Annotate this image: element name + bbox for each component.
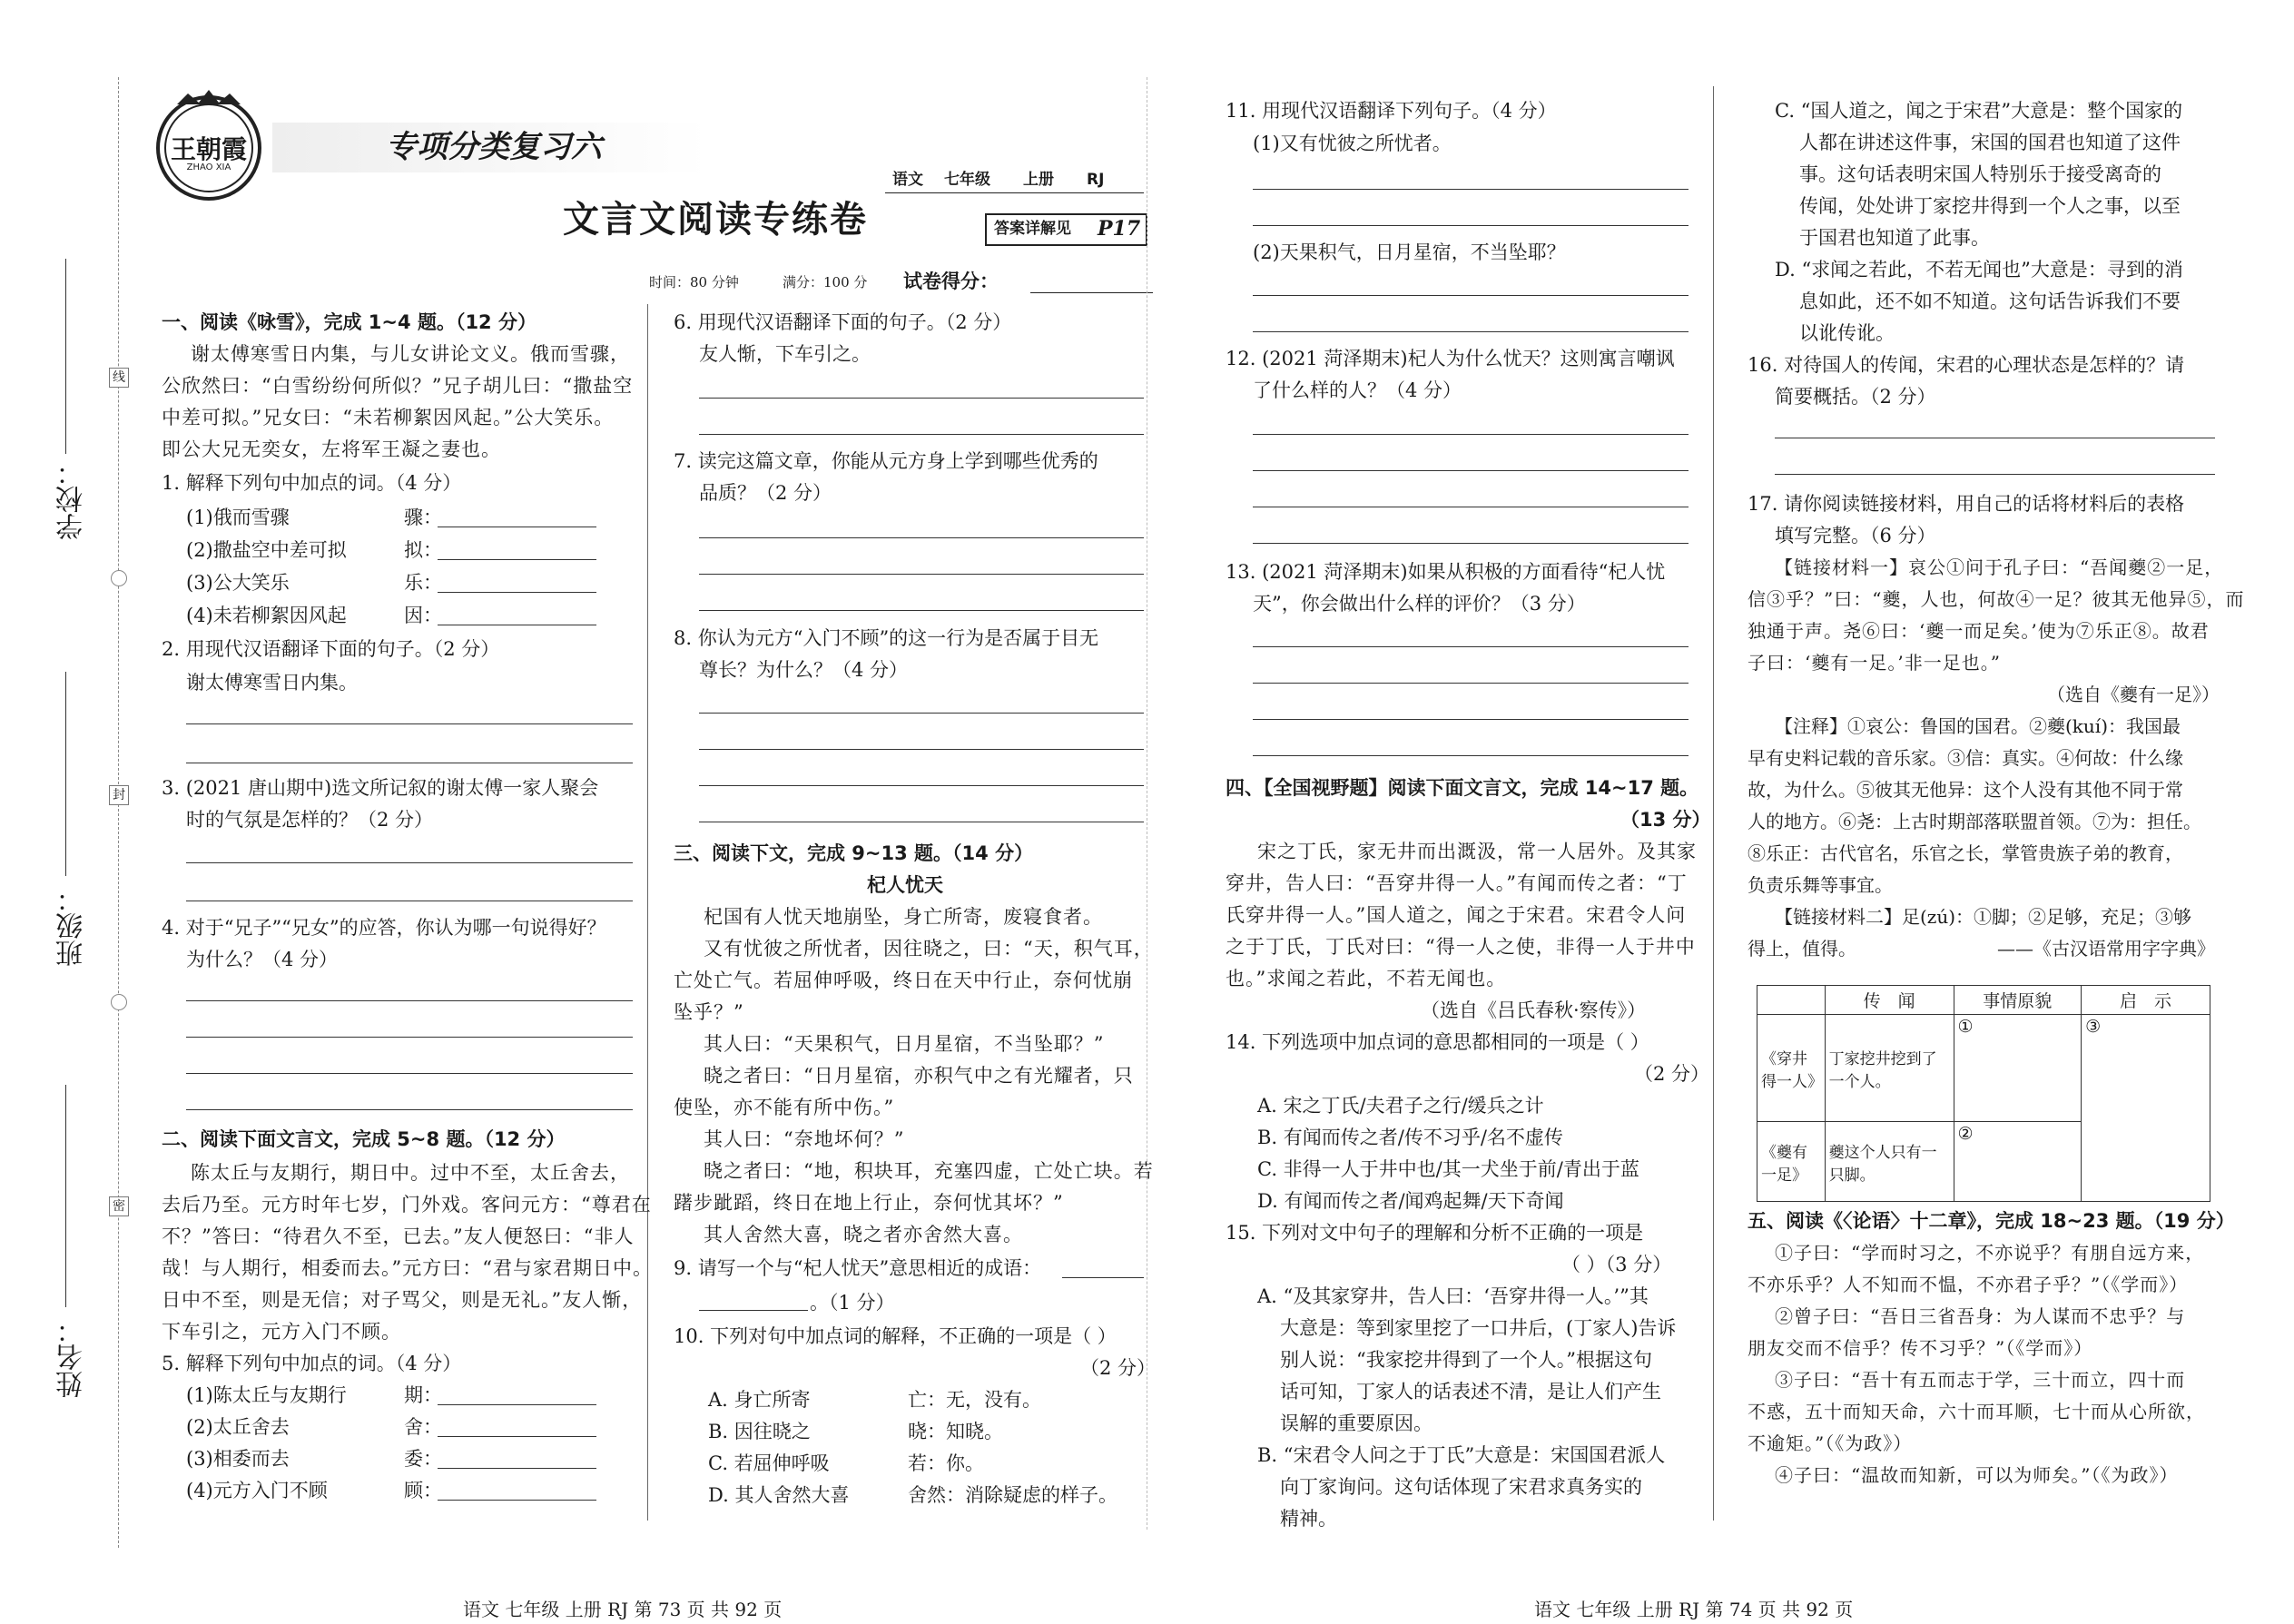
passage-line: 谢太傅寒雪日内集，与儿女讲论文义。俄而雪骤， [191,343,630,365]
option-d[interactable]: D. “求闻之若此，不若无闻也”大意是：寻到的消 [1775,259,2183,281]
answer-line[interactable] [1253,225,1689,226]
q17-table [1757,985,2210,1202]
section-2-heading: 二、阅读下面文言文，完成 5~8 题。（12 分） [162,1128,566,1150]
passage-line: 日中不至，则是无信；对子骂父，则是无礼。”友人惭， [162,1289,643,1311]
annotation-line: 人的地方。⑥尧：上古时期部落联盟首领。⑦为：担任。 [1748,811,2201,832]
score-label: 试卷得分： [903,271,999,292]
passage-source: （选自《吕氏春秋·察传》） [1421,999,1647,1021]
answer-line[interactable] [699,398,1144,399]
analects-line: 不惑，五十而知天命，六十而耳顺，七十而从心所欲， [1748,1401,2205,1422]
option-b[interactable]: B. “宋君令人问之于丁氏”大意是：宋国国君派人 [1257,1444,1666,1466]
q1-gloss: 拟： [404,539,442,561]
subject-tag-bar [885,171,1144,193]
answer-line[interactable] [1253,331,1689,332]
option-c-cont: 于国君也知道了此事。 [1799,227,1990,249]
q2-sentence: 谢太傅寒雪日内集。 [186,672,358,694]
answer-line[interactable] [186,1073,633,1074]
answer-line[interactable] [1775,474,2215,475]
q1-item: (4)未若柳絮因风起 [186,605,347,626]
q11-item: (1)又有忧彼之所忧者。 [1253,133,1452,154]
option-d-gloss: 舍然：消除疑虑的样子。 [908,1484,1117,1506]
table-header: 传 闻 [1825,986,1954,1015]
volume-tag: 上册 [1023,171,1054,189]
table-header: 启 示 [2082,986,2210,1015]
table-cell-lesson[interactable] [2082,1015,2210,1202]
column-divider [1713,86,1714,1521]
answer-blank[interactable] [438,1436,596,1437]
answer-line[interactable] [186,862,633,863]
option-d-cont: 以讹传讹。 [1799,322,1895,344]
full-score: 满分：100 分 [783,274,868,290]
option-d[interactable]: D. 其人舍然大喜 [708,1484,850,1506]
page-footer-74: 语文 七年级 上册 RJ 第 74 页 共 92 页 [1534,1599,1854,1620]
annotation-line: 负责乐舞等事宜。 [1748,874,1893,896]
passage-line: 坠乎？” [674,1001,744,1023]
q5-item: (3)相委而去 [186,1448,290,1470]
answer-line[interactable] [1253,470,1689,471]
answer-line[interactable] [699,713,1144,714]
question-10: 10. 下列对句中加点词的解释，不正确的一项是（ ） [674,1325,1117,1347]
passage-line: 去后乃至。元方时年七岁，门外戏。客问元方：“尊君在 [162,1194,652,1216]
passage-line: 亡处亡气。若屈伸呼吸，终日在天中行止，奈何忧崩 [674,969,1133,991]
table-header [1757,986,1826,1015]
question-15-score: （ ）（3 分） [1561,1254,1672,1275]
analects-line: ①子曰：“学而时习之，不亦说乎？有朋自远方来， [1775,1242,2205,1264]
answer-blank[interactable] [438,1500,596,1501]
link-material-2-line: 得上，值得。 [1748,938,1856,960]
fact-marker: ② [1957,1124,1974,1144]
question-13-cont: 天”，你会做出什么样的评价？（3 分） [1253,593,1586,615]
option-c-cont: 人都在讲述这件事，宋国的国君也知道了这件 [1799,132,2181,153]
binding-line [118,77,119,1548]
question-13: 13. (2021 菏泽期末)如果从积极的方面看待“杞人忧 [1226,561,1666,583]
time-limit: 时间：80 分钟 [649,274,739,290]
question-9-score: 。（1 分） [810,1292,895,1314]
analects-line: 不亦乐乎？人不知而不愠，不亦君子乎？”（《学而》） [1748,1274,2189,1295]
option-a-cont: 别人说：“我家挖井得到了一个人。”根据这句 [1280,1349,1652,1371]
analects-line: 不逾矩。”（《为政》） [1748,1432,1913,1454]
passage-line: 杞国有人忧天地崩坠，身亡所寄，废寝食者。 [704,906,1103,928]
passage-title: 杞人忧天 [867,874,943,896]
analects-line: 朋友交而不信乎？传不习乎？”（《学而》） [1748,1337,2093,1359]
option-a[interactable]: A. “及其家穿井，告人曰：‘吾穿井得一人。’”其 [1257,1285,1649,1307]
question-1: 1. 解释下列句中加点的词。（4 分） [162,472,462,494]
option-c-cont: 传闻，处处讲丁家挖井得到一个人之事，以至 [1799,195,2181,217]
seal-mark-xian: 线 [109,368,129,388]
question-3-cont: 时的气氛是怎样的？（2 分） [186,809,434,831]
q5-gloss: 委： [404,1448,442,1470]
option-b-cont: 向丁家询问。这句话体现了宋君求真务实的 [1280,1476,1642,1498]
passage-line: 之于丁氏，丁氏对曰：“得一人之使，非得一人于井中 [1226,936,1696,958]
question-12-cont: 了什么样的人？（4 分） [1253,379,1462,401]
q1-gloss: 乐： [404,572,442,594]
answer-blank[interactable] [438,1404,596,1405]
series-title: 专项分类复习六 [386,129,602,165]
table-cell-fact[interactable] [1954,1122,2082,1202]
answer-line[interactable] [699,434,1144,435]
passage-line: 哉！与人期行，相委而去。”元方曰：“君与家君期日中。 [162,1257,653,1279]
question-8: 8. 你认为元方“入门不顾”的这一行为是否属于目无 [674,627,1099,649]
page-title: 文言文阅读专练卷 [563,198,868,241]
link-material-1-line: 信③乎？”曰：“夔，人也，何故④一足？彼其无他异⑤，而 [1748,588,2245,610]
section-5-heading: 五、阅读《〈论语〉十二章》，完成 18~23 题。（19 分） [1748,1210,2235,1232]
q1-item: (3)公大笑乐 [186,572,290,594]
answer-blank[interactable] [438,592,596,593]
passage-line: 不？”答曰：“待君久不至，已去。”友人便怒曰：“非人 [162,1225,635,1247]
subject-tag: 语文 [892,171,923,189]
link-material-1-line: 子曰：‘夔有一足。’非一足也。” [1748,652,2001,674]
logo-subtext: ZHAO XIA [186,162,231,172]
question-7-cont: 品质？（2 分） [699,482,832,504]
option-a-gloss: 亡：无，没有。 [908,1389,1041,1411]
question-10-score: （2 分） [1080,1357,1157,1379]
answer-blank[interactable] [699,1310,808,1311]
option-d[interactable]: D. 有闻而传之者/闻鸡起舞/天下奇闻 [1257,1190,1564,1212]
table-cell-rumor: 丁家挖井挖到了一个人。 [1825,1015,1954,1122]
school-field[interactable] [65,259,66,454]
edition-tag: RJ [1087,171,1105,189]
passage-line: 中差可拟。”兄女曰：“未若柳絮因风起。”公大笑乐。 [162,407,615,428]
table-cell-source: 《夔有一足》 [1757,1122,1826,1202]
question-17: 17. 请你阅读链接材料，用自己的话将材料后的表格 [1748,493,2185,515]
passage-line: 即公大兄无奕女，左将军王凝之妻也。 [162,438,501,460]
option-b[interactable]: B. 有闻而传之者/传不习乎/名不虚传 [1257,1127,1563,1148]
question-12: 12. (2021 菏泽期末)杞人为什么忧天？这则寓言嘲讽 [1226,348,1675,369]
option-c-gloss: 若：你。 [908,1452,984,1474]
q1-gloss: 因： [404,605,442,626]
table-header: 事情原貌 [1954,986,2082,1015]
school-label: 学校： [56,458,88,540]
seal-mark-feng: 封 [109,785,129,805]
answer-line[interactable] [186,1037,633,1038]
binding-hole [111,994,127,1010]
answer-line[interactable] [1253,434,1689,435]
question-14-score: （2 分） [1634,1063,1710,1085]
answer-line[interactable] [1253,295,1689,296]
question-16: 16. 对待国人的传闻，宋君的心理状态是怎样的？请 [1748,354,2185,376]
binding-hole [111,570,127,586]
question-4: 4. 对于“兄子”“兄女”的应答，你认为哪一句说得好？ [162,917,606,939]
option-b[interactable]: B. 因往晓之 [708,1421,811,1442]
answer-line[interactable] [699,574,1144,575]
analects-line: ③子曰：“吾十有五而志于学，三十而立，四十而 [1775,1369,2186,1391]
answer-line[interactable] [186,1109,633,1110]
link-material-1-source: （选自《夔有一足》） [2047,684,2220,705]
question-5: 5. 解释下列句中加点的词。（4 分） [162,1353,462,1374]
fact-marker: ① [1957,1017,1974,1037]
table-cell-rumor: 夔这个人只有一只脚。 [1825,1122,1954,1202]
passage-line: 其人曰：“天果积气，日月星宿，不当坠耶？” [704,1033,1105,1055]
score-field[interactable] [1030,292,1153,293]
analects-line: ④子曰：“温故而知新，可以为师矣。”（《为政》） [1775,1464,2179,1486]
answer-line[interactable] [699,749,1144,750]
class-label: 班级： [56,885,88,967]
question-8-cont: 尊长？为什么？（4 分） [699,659,909,681]
option-d-cont: 息如此，还不如不知道。这句话告诉我们不要 [1799,290,2181,312]
column-divider [647,304,648,1521]
answer-line[interactable] [1253,189,1689,190]
q11-item: (2)天果积气，日月星宿，不当坠耶？ [1253,241,1566,263]
option-a-cont: 大意是：等到家里挖了一口井后，(丁家人)告诉 [1280,1317,1677,1339]
answer-blank[interactable] [1062,1277,1144,1278]
question-14: 14. 下列选项中加点词的意思都相同的一项是（ ） [1226,1031,1649,1053]
annotation-line: 故，为什么。⑤彼其无他异：这个人没有其他不同于常 [1748,779,2183,801]
passage-line: 躇步跐蹈，终日在地上行止，奈何忧其坏？” [674,1192,1064,1214]
question-3: 3. (2021 唐山期中)选文所记叙的谢太傅一家人聚会 [162,777,599,799]
passage-line: 其人曰：“奈地坏何？” [704,1128,905,1150]
annotation-line: 早有史料记载的音乐家。③信：真实。④何故：什么缘 [1748,747,2183,769]
option-a-cont: 误解的重要原因。 [1280,1412,1433,1434]
answer-blank[interactable] [438,559,596,560]
question-15: 15. 下列对文中句子的理解和分析不正确的一项是 [1226,1222,1644,1244]
section-4-score: （13 分） [1620,809,1711,831]
annotation-heading: 【注释】①哀公：鲁国的国君。②夔(kuí)：我国最 [1775,715,2181,737]
q5-item: (4)元方入门不顾 [186,1480,328,1501]
answer-line[interactable] [699,537,1144,538]
name-label: 姓名： [56,1316,88,1398]
passage-line: 其人舍然大喜，晓之者亦舍然大喜。 [704,1224,1023,1245]
passage-line: 公欣然曰：“白雪纷纷何所似？”兄子胡儿曰：“撒盐空 [162,375,634,397]
question-4-cont: 为什么？（4 分） [186,949,339,970]
option-a[interactable]: A. 宋之丁氏/夫君子之行/缓兵之计 [1257,1095,1544,1117]
option-a[interactable]: A. 身亡所寄 [708,1389,811,1411]
answer-line[interactable] [186,1000,633,1001]
option-c[interactable]: C. 非得一人于井中也/其一犬坐于前/青出于蓝 [1257,1158,1639,1180]
option-c-cont: 事。这句话表明宋国人特别乐于接受离奇的 [1799,163,2161,185]
passage-line: 也。”求闻之若此，不若无闻也。 [1226,968,1507,989]
link-material-2-source: ——《古汉语常用字字典》 [1997,938,2215,960]
section-4-heading: 四、【全国视野题】阅读下面文言文，完成 14~17 题。 [1226,777,1699,799]
q5-gloss: 顾： [404,1480,442,1501]
name-field[interactable] [65,1085,66,1307]
grade-tag: 七年级 [944,171,990,189]
passage-line: 又有忧彼之所忧者，因往晓之，曰：“天，积气耳， [704,938,1154,960]
section-3-heading: 三、阅读下文，完成 9~13 题。（14 分） [674,842,1034,864]
q5-item: (2)太丘舍去 [186,1416,290,1438]
answer-line[interactable] [1253,683,1689,684]
brand-logo [150,86,268,204]
q6-sentence: 友人惭，下车引之。 [699,343,871,365]
annotation-line: ⑧乐正：古代官名，乐官之长，掌管贵族子弟的教育， [1748,842,2183,864]
lesson-marker: ③ [2085,1017,2102,1037]
passage-line: 晓之者曰：“地，积块耳，充塞四虚，亡处亡块。若 [704,1160,1154,1182]
question-9: 9. 请写一个与“杞人忧天”意思相近的成语： [674,1257,1042,1279]
answer-page: P17 [1098,217,1141,241]
question-16-cont: 简要概括。（2 分） [1775,386,1936,408]
binding-strip [0,0,136,1624]
answer-line[interactable] [699,785,1144,786]
q5-item: (1)陈太丘与友期行 [186,1384,347,1406]
question-17-cont: 填写完整。（6 分） [1775,525,1936,546]
question-7: 7. 读完这篇文章，你能从元方身上学到哪些优秀的 [674,450,1098,472]
analects-line: ②曾子曰：“吾日三省吾身：为人谋而不忠乎？与 [1775,1305,2186,1327]
answer-line[interactable] [1253,646,1689,647]
question-11: 11. 用现代汉语翻译下列句子。（4 分） [1226,100,1557,122]
passage-line: 穿井，告人曰：“吾穿井得一人。”有闻而传之者：“丁 [1226,872,1688,894]
q1-item: (2)撒盐空中差可拟 [186,539,347,561]
option-c[interactable]: C. 若屈伸呼吸 [708,1452,830,1474]
link-material-1: 【链接材料一】哀公①问于孔子曰：“吾闻夔②一足， [1775,556,2224,578]
passage-line: 使坠，亦不能有所中伤。” [674,1097,895,1118]
answer-line[interactable] [699,610,1144,611]
table-cell-fact[interactable] [1954,1015,2082,1122]
answer-line[interactable] [1253,755,1689,756]
logo-text: 王朝霞 [170,134,247,164]
passage-line: 陈太丘与友期行，期日中。过中不至，太丘舍去， [191,1162,630,1184]
answer-line[interactable] [186,723,633,724]
q1-item: (1)俄而雪骤 [186,507,290,528]
seal-mark-mi: 密 [109,1196,129,1216]
answer-line[interactable] [1253,719,1689,720]
question-6: 6. 用现代汉语翻译下面的句子。（2 分） [674,311,1012,333]
option-b-cont: 精神。 [1280,1508,1337,1530]
option-c[interactable]: C. “国人道之，闻之于宋君”大意是：整个国家的 [1775,100,2183,122]
passage-line: 晓之者曰：“日月星宿，亦积气中之有光耀者，只 [704,1065,1134,1087]
link-material-1-line: 独通于声。尧⑥曰：‘夔一而足矣。’使为⑦乐正⑧。故君 [1748,620,2210,642]
passage-line: 氏穿井得一人。”国人道之，闻之于宋君。宋君令人问 [1226,904,1687,926]
option-b-gloss: 晓：知晓。 [908,1421,1003,1442]
table-row [1757,1015,2210,1122]
passage-line: 宋之丁氏，家无井而出溉汲，常一人居外。及其家 [1257,841,1697,862]
answer-ref-label: 答案详解见 [994,220,1071,238]
q1-gloss: 骤： [404,507,442,528]
question-2: 2. 用现代汉语翻译下面的句子。（2 分） [162,638,500,660]
q5-gloss: 期： [404,1384,442,1406]
link-material-2: 【链接材料二】足(zú)：①脚；②足够，充足；③够 [1775,906,2192,928]
answer-ref-box [985,213,1147,246]
class-field[interactable] [65,672,66,876]
option-a-cont: 话可知，丁家人的话表述不清，是让人们产生 [1280,1381,1661,1403]
answer-line[interactable] [1253,543,1689,544]
table-cell-source: 《穿井得一人》 [1757,1015,1826,1122]
page-footer-73: 语文 七年级 上册 RJ 第 73 页 共 92 页 [463,1599,783,1620]
section-1-heading: 一、阅读《咏雪》，完成 1~4 题。（12 分） [162,311,537,333]
passage-line: 下车引之，元方入门不顾。 [162,1321,401,1343]
q5-gloss: 舍： [404,1416,442,1438]
answer-blank[interactable] [438,1468,596,1469]
